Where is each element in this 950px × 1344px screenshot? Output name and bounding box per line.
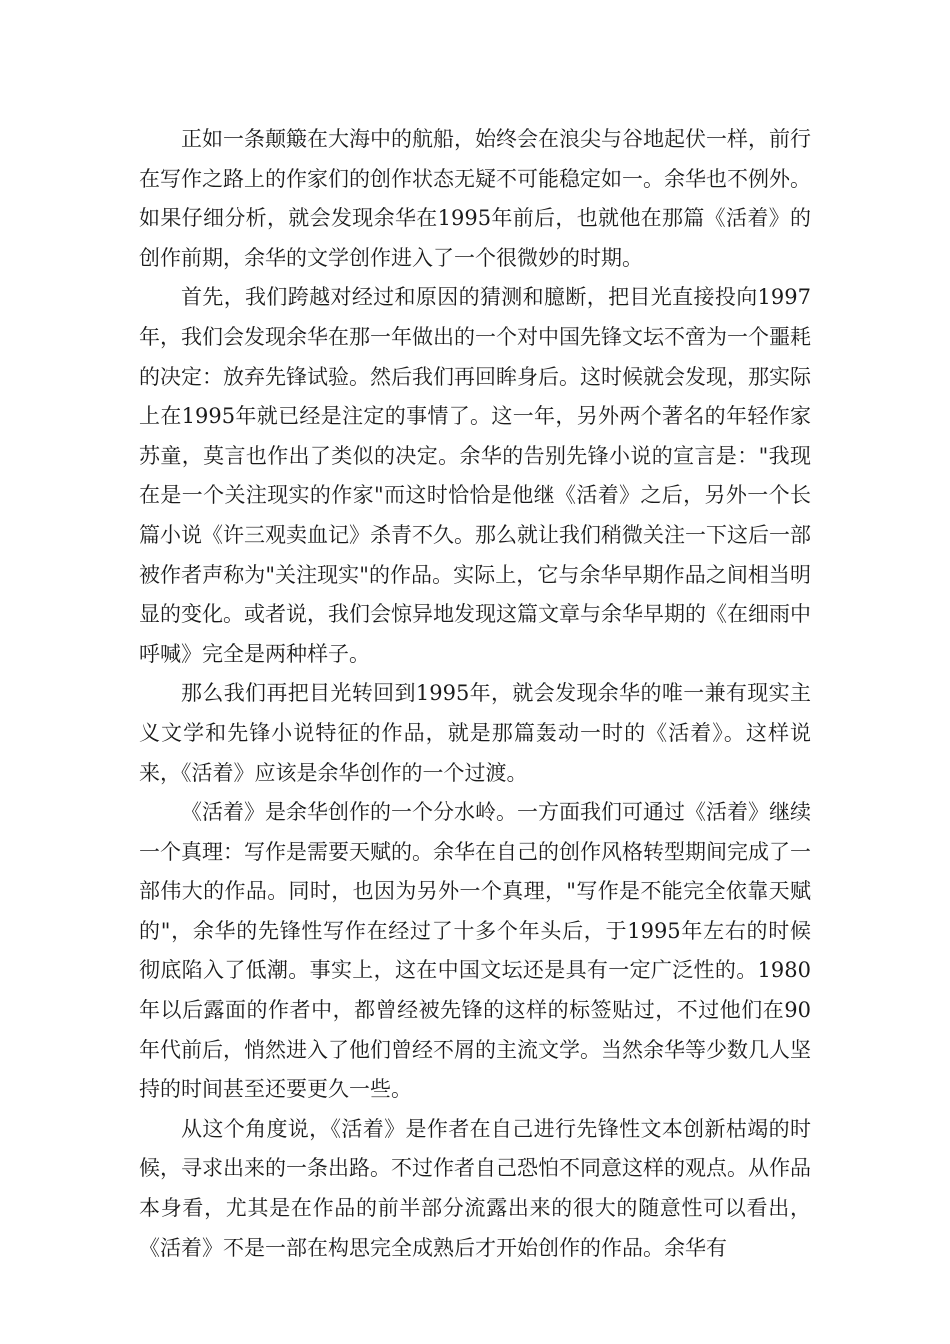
paragraph-2: 首先，我们跨越对经过和原因的猜测和臆断，把目光直接投向1997年，我们会发现余华在那一年做出的一个对中国先锋文坛不啻为一个噩耗的决定：放弃先锋试验。然后我们再回眸身后。这时候就会发现，那实际上在1995年就已经是注定的事情了。这一年，另外两个著名的年轻作家苏童，莫言也作出了类似的决定。余华的告别先锋小说的宣言是："我现在是一个关注现实的作家"而这时恰恰是他继《活着》之后，另外一个长篇小说《许三观卖血记》杀青不久。那么就让我们稍微关注一下这后一部被作者声称为"关注现实"的作品。实际上，它与余华早期作品之间相当明显的变化。或者说，我们会惊异地发现这篇文章与余华早期的《在细雨中呼喊》完全是两种样子。 <box>139 285 811 666</box>
article-body <box>139 120 811 1268</box>
paragraph-1: 正如一条颠簸在大海中的航船，始终会在浪尖与谷地起伏一样，前行在写作之路上的作家们的创作状态无疑不可能稳定如一。余华也不例外。如果仔细分析，就会发现余华在1995年前后，也就他在那篇《活着》的创作前期，余华的文学创作进入了一个很微妙的时期。 <box>139 127 811 270</box>
paragraph-5: 从这个角度说，《活着》是作者在自己进行先锋性文本创新枯竭的时候，寻求出来的一条出路。不过作者自己恐怕不同意这样的观点。从作品本身看，尤其是在作品的前半部分流露出来的很大的随意性可以看出，《活着》不是一部在构思完全成熟后才开始创作的作品。余华有 <box>139 1116 811 1260</box>
paragraph-3: 那么我们再把目光转回到1995年，就会发现余华的唯一兼有现实主义文学和先锋小说特征的作品，就是那篇轰动一时的《活着》。这样说来，《活着》应该是余华创作的一个过渡。 <box>139 681 811 785</box>
paragraph-4: 《活着》是余华创作的一个分水岭。一方面我们可通过《活着》继续一个真理：写作是需要天赋的。余华在自己的创作风格转型期间完成了一部伟大的作品。同时，也因为另外一个真理，"写作是不能完全依靠天赋的"，余华的先锋性写作在经过了十多个年头后，于1995年左右的时候彻底陷入了低潮。事实上，这在中国文坛还是具有一定广泛性的。1980年以后露面的作者中，都曾经被先锋的这样的标签贴过，不过他们在90年代前后，悄然进入了他们曾经不屑的主流文学。当然余华等少数几人坚持的时间甚至还要更久一些。 <box>139 800 811 1102</box>
